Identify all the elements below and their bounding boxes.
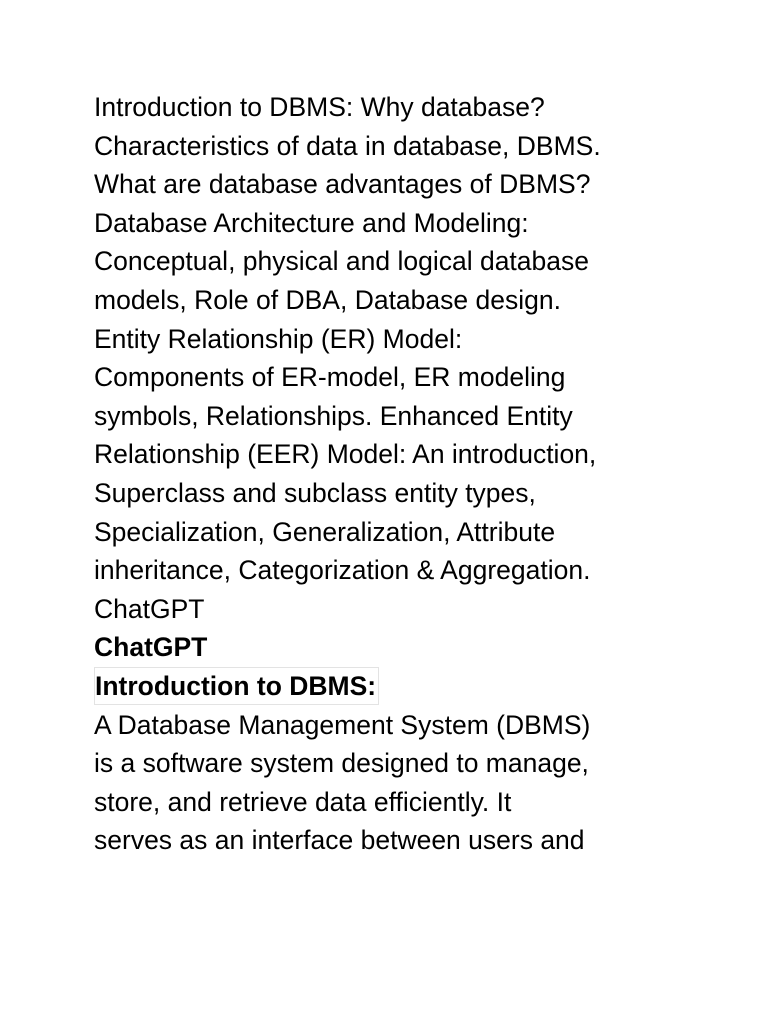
- prompt-text: [94, 88, 694, 628]
- prompt-line: Database Architecture and Modeling:: [94, 207, 529, 238]
- prompt-line: symbols, Relationships. Enhanced Entity: [94, 400, 573, 431]
- response-line: store, and retrieve data efficiently. It: [94, 786, 512, 817]
- prompt-line: Specialization, Generalization, Attribute: [94, 516, 556, 547]
- prompt-line: models, Role of DBA, Database design.: [94, 284, 561, 315]
- response-author: ChatGPT: [94, 632, 208, 663]
- prompt-line: What are database advantages of DBMS?: [94, 169, 591, 200]
- response-line: is a software system designed to manage,: [94, 748, 589, 779]
- response-heading: Introduction to DBMS:: [94, 667, 379, 705]
- prompt-line: Relationship (EER) Model: An introduction,: [94, 439, 597, 470]
- prompt-line: Components of ER-model, ER modeling: [94, 362, 566, 393]
- prompt-line: Conceptual, physical and logical database: [94, 246, 589, 277]
- prompt-line: Introduction to DBMS: Why database?: [94, 92, 545, 122]
- prompt-line: inheritance, Categorization & Aggregation.: [94, 555, 591, 586]
- document-content: [94, 88, 694, 860]
- response-body: [94, 706, 694, 860]
- response-line: A Database Management System (DBMS): [94, 709, 591, 740]
- prompt-author-label: ChatGPT: [94, 593, 205, 624]
- prompt-line: Characteristics of data in database, DBMS.: [94, 130, 601, 161]
- response-line: serves as an interface between users and: [94, 825, 585, 856]
- prompt-line: Superclass and subclass entity types,: [94, 477, 536, 508]
- prompt-line: Entity Relationship (ER) Model:: [94, 323, 463, 354]
